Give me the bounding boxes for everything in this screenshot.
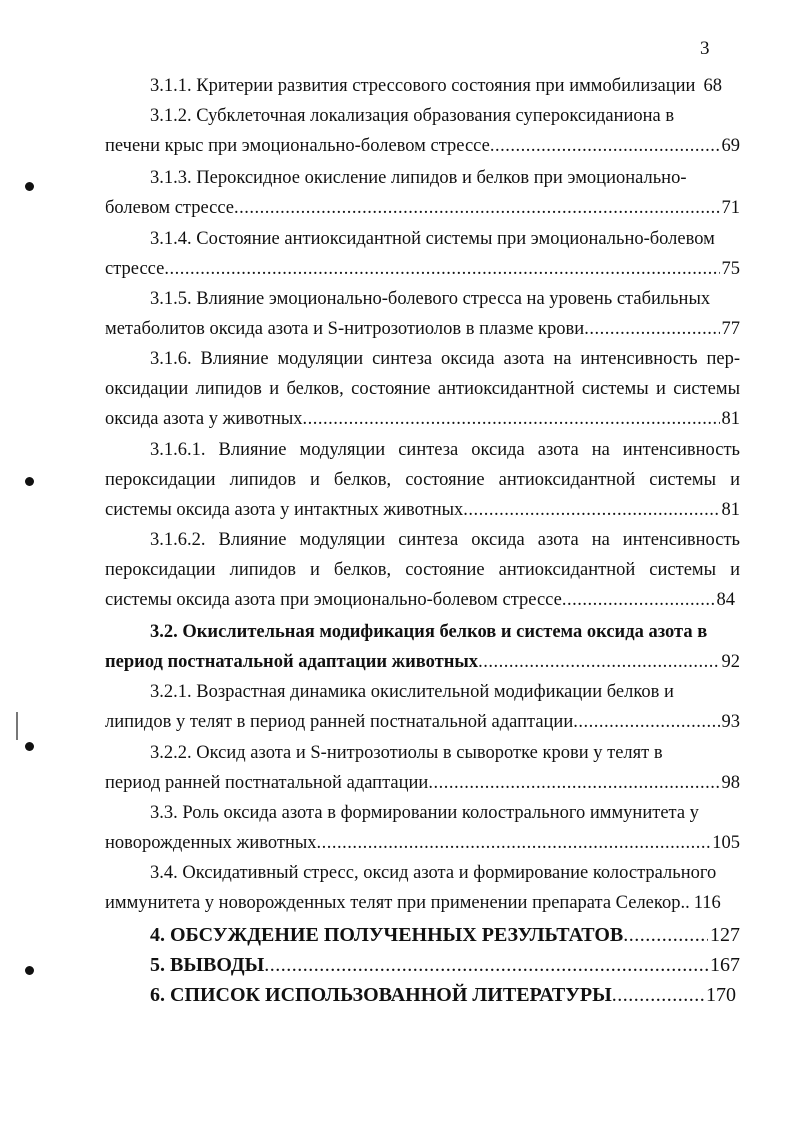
toc-leader-dots bbox=[573, 709, 719, 735]
toc-entry-title: липидов у телят в период ранней постнатальной адаптации bbox=[105, 712, 574, 732]
toc-entry-3-1-5 bbox=[105, 316, 740, 342]
toc-entry-3-1-6-line2: оксидации липидов и белков, состояние антиоксидантной системы и системы bbox=[105, 379, 740, 399]
toc-entry-3-1-5-line1: 3.1.5. Влияние эмоционально-болевого стресса на уровень стабильных bbox=[150, 289, 711, 309]
toc-entry-6 bbox=[150, 982, 736, 1008]
toc-leader-dots bbox=[612, 982, 704, 1008]
toc-entry-3-1-2-line1: 3.1.2. Субклеточная локализация образования супероксиданиона в bbox=[150, 106, 675, 126]
toc-entry-page: 84 bbox=[716, 590, 735, 610]
toc-leader-dots bbox=[562, 587, 715, 613]
toc-entry-title: стрессе bbox=[105, 259, 165, 279]
toc-entry-title: период постнатальной адаптации животных bbox=[105, 652, 479, 672]
scan-artifact bbox=[16, 712, 18, 740]
toc-entry-title: печени крыс при эмоционально-болевом стрессе bbox=[105, 136, 490, 156]
toc-entry-title: системы оксида азота у интактных животных bbox=[105, 500, 464, 520]
toc-entry-title: метаболитов оксида азота и S-нитрозотиолов в плазме крови bbox=[105, 319, 585, 339]
toc-entry-3-2-line1: 3.2. Окислительная модификация белков и система оксида азота в bbox=[150, 622, 708, 642]
toc-entry-title: 3.1.1. Критерии развития стрессового состояния при иммобилизации bbox=[150, 76, 696, 96]
toc-leader-dots bbox=[234, 195, 719, 221]
toc-entry-title: системы оксида азота при эмоционально-болевом стрессе bbox=[105, 590, 562, 610]
toc-entry-page: 105 bbox=[712, 833, 740, 853]
toc-leader-dots bbox=[478, 649, 719, 675]
toc-entry-page: 170 bbox=[706, 984, 736, 1006]
toc-leader-dots bbox=[428, 770, 719, 796]
toc-entry-3-2-1-line1: 3.2.1. Возрастная динамика окислительной модификации белков и bbox=[150, 682, 674, 702]
binder-hole-mark bbox=[25, 966, 34, 975]
toc-entry-page: 127 bbox=[710, 924, 740, 946]
toc-entry-title: иммунитета у новорожденных телят при применении препарата Селекор.. bbox=[105, 893, 690, 913]
toc-entry-3-1-6-1-line2: пероксидации липидов и белков, состояние антиоксидантной системы и bbox=[105, 470, 740, 490]
binder-hole-mark bbox=[25, 742, 34, 751]
toc-entry-3-1-6-2-line1: 3.1.6.2. Влияние модуляции синтеза оксида азота на интенсивность bbox=[150, 530, 740, 550]
toc-entry-title: 5. ВЫВОДЫ bbox=[150, 954, 265, 976]
toc-entry-3-2-2 bbox=[105, 770, 740, 796]
toc-entry-page: 81 bbox=[721, 409, 740, 429]
toc-entry-5 bbox=[150, 952, 740, 978]
toc-leader-dots bbox=[164, 256, 719, 282]
toc-entry-title: болевом стрессе bbox=[105, 198, 235, 218]
binder-hole-mark bbox=[25, 182, 34, 191]
toc-entry-3-3 bbox=[105, 830, 740, 856]
toc-entry-3-2-2-line1: 3.2.2. Оксид азота и S-нитрозотиолы в сыворотке крови у телят в bbox=[150, 743, 663, 763]
toc-entry-title: 4. ОБСУЖДЕНИЕ ПОЛУЧЕННЫХ РЕЗУЛЬТАТОВ bbox=[150, 924, 624, 946]
toc-entry-page: 81 bbox=[721, 500, 740, 520]
toc-entry-page: 75 bbox=[721, 259, 740, 279]
toc-entry-3-1-2 bbox=[105, 133, 740, 159]
toc-entry-3-2-1 bbox=[105, 709, 740, 735]
toc-leader-dots bbox=[490, 133, 720, 159]
toc-entry-3-1-3 bbox=[105, 195, 740, 221]
toc-leader-dots bbox=[463, 497, 719, 523]
toc-leader-dots bbox=[584, 316, 719, 342]
toc-entry-3-1-6-1-line1: 3.1.6.1. Влияние модуляции синтеза оксида азота на интенсивность bbox=[150, 440, 740, 460]
toc-entry-3-1-6-line1: 3.1.6. Влияние модуляции синтеза оксида азота на интенсивность пер- bbox=[150, 349, 740, 369]
toc-entry-page: 167 bbox=[710, 954, 740, 976]
toc-entry-title: 6. СПИСОК ИСПОЛЬЗОВАННОЙ ЛИТЕРАТУРЫ bbox=[150, 984, 612, 1006]
toc-leader-dots bbox=[623, 922, 708, 948]
binder-hole-mark bbox=[25, 477, 34, 486]
toc-entry-page: 93 bbox=[721, 712, 740, 732]
toc-entry-title: новорожденных животных bbox=[105, 833, 317, 853]
toc-entry-3-1-6-2 bbox=[105, 587, 735, 613]
toc-entry-4 bbox=[150, 922, 740, 948]
toc-entry-page: 69 bbox=[721, 136, 740, 156]
toc-entry-3-1-3-line1: 3.1.3. Пероксидное окисление липидов и белков при эмоционально- bbox=[150, 168, 687, 188]
toc-leader-dots bbox=[264, 952, 708, 978]
toc-entry-3-1-1 bbox=[150, 73, 740, 99]
toc-entry-page: 98 bbox=[721, 773, 740, 793]
toc-entry-3-1-6-1 bbox=[105, 497, 740, 523]
toc-leader-dots bbox=[303, 406, 720, 432]
toc-entry-title: период ранней постнатальной адаптации bbox=[105, 773, 429, 793]
toc-entry-page: 77 bbox=[721, 319, 740, 339]
toc-entry-3-3-line1: 3.3. Роль оксида азота в формировании колострального иммунитета у bbox=[150, 803, 699, 823]
toc-entry-page: 116 bbox=[693, 893, 721, 913]
toc-entry-3-1-4-line1: 3.1.4. Состояние антиоксидантной системы при эмоционально-болевом bbox=[150, 229, 715, 249]
toc-entry-page: 71 bbox=[721, 198, 740, 218]
toc-entry-3-1-6-2-line2: пероксидации липидов и белков, состояние антиоксидантной системы и bbox=[105, 560, 740, 580]
toc-entry-3-4-line1: 3.4. Оксидативный стресс, оксид азота и формирование колострального bbox=[150, 863, 717, 883]
toc-entry-3-1-4 bbox=[105, 256, 740, 282]
toc-entry-page: 92 bbox=[721, 652, 740, 672]
page-number: 3 bbox=[700, 38, 710, 59]
toc-entry-page: 68 bbox=[703, 76, 722, 96]
toc-entry-title: оксида азота у животных bbox=[105, 409, 303, 429]
toc-entry-3-4 bbox=[105, 890, 740, 916]
toc-leader-dots bbox=[317, 830, 711, 856]
toc-entry-3-1-6 bbox=[105, 406, 740, 432]
toc-entry-3-2 bbox=[105, 649, 740, 675]
